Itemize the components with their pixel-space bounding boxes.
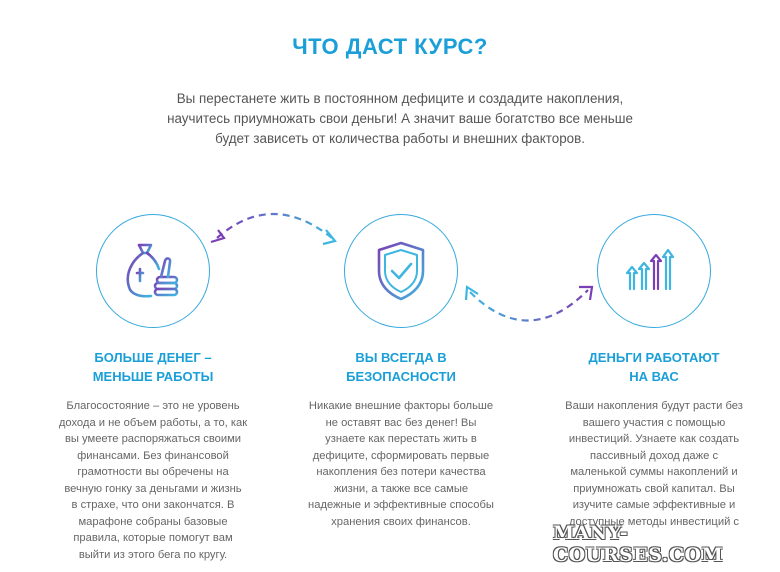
desc-line: не оставят вас без денег! Вы (325, 416, 477, 429)
desc-line: узнаете как перестать жить в (325, 433, 477, 445)
feature-description (556, 398, 752, 530)
shield-check-icon (373, 239, 429, 303)
desc-line: дефиците, сформировать первые (312, 449, 490, 462)
desc-line: вы умеете распоряжаться своими (64, 433, 242, 445)
feature-title (38, 348, 268, 386)
intro-line: научитесь приумножать свои деньги! А значит ваше богатство все меньше (167, 111, 633, 126)
intro-line: Вы перестанете жить в постоянном дефиците и создадите накопления, (176, 91, 624, 106)
intro-text (140, 89, 660, 149)
section-title: ЧТО ДАСТ КУРС? (292, 34, 488, 59)
arrow-1-icon (211, 214, 335, 244)
desc-line: Ваши накопления будут расти без (565, 400, 743, 412)
desc-line: маленькой суммы накоплений и (570, 466, 738, 478)
desc-line: накопления без потери качества (316, 466, 486, 478)
desc-line: Благосостояние – это не уровень (66, 400, 240, 412)
feature-icon-circle (597, 214, 711, 328)
desc-line: вечную гонку за деньгами и жизнь (64, 482, 242, 495)
feature-icon-circle (96, 214, 210, 328)
money-bag-icon (121, 239, 185, 303)
desc-line: инвестиций. Узнаете как создать (568, 433, 740, 445)
desc-line: грамотности вы обречены на (77, 466, 229, 478)
desc-line: вашего участия с помощью (582, 416, 726, 429)
desc-line: надежные и эффективные способы (308, 499, 494, 511)
feature-title-line: БОЛЬШЕ ДЕНЕГ – (94, 350, 212, 365)
desc-line: хранения своих финансов. (331, 515, 471, 528)
watermark: MANY-COURSES.COM (553, 522, 724, 566)
desc-line: дохода и не объем работы, а то, как (58, 416, 248, 429)
feature-description (55, 398, 251, 563)
growth-arrows-icon (622, 247, 686, 295)
desc-line: правила, которые помогут вам (73, 532, 233, 544)
feature-title-line: ДЕНЬГИ РАБОТАЮТ (588, 350, 720, 365)
desc-line: выйти из этого бега по кругу. (78, 548, 228, 561)
desc-line: жизни, а также все самые (333, 482, 469, 495)
desc-line: доступные методы инвестиций с (568, 515, 740, 528)
feature-icon-circle (344, 214, 458, 328)
arrow-2-icon (466, 287, 592, 321)
desc-line: изучите самые эффективные и (572, 499, 736, 511)
desc-line: приумножать свой капитал. Вы (573, 482, 735, 495)
desc-line: Никакие внешние факторы больше (308, 400, 494, 412)
feature-title (539, 348, 769, 386)
desc-line: пассивный доход даже с (589, 449, 719, 462)
feature-title (286, 348, 516, 386)
desc-line: в страхе, что они закончатся. В (71, 499, 235, 511)
feature-title-line: БЕЗОПАСНОСТИ (346, 369, 456, 384)
desc-line: финансами. Без финансовой (77, 449, 229, 462)
feature-title-line: НА ВАС (629, 369, 679, 384)
desc-line: марафоне собраны базовые (78, 515, 228, 528)
intro-line: будет зависеть от количества работы и внешних факторов. (215, 131, 585, 146)
feature-description (303, 398, 499, 530)
feature-title-line: МЕНЬШЕ РАБОТЫ (92, 369, 214, 384)
feature-title-line: ВЫ ВСЕГДА В (355, 350, 447, 365)
